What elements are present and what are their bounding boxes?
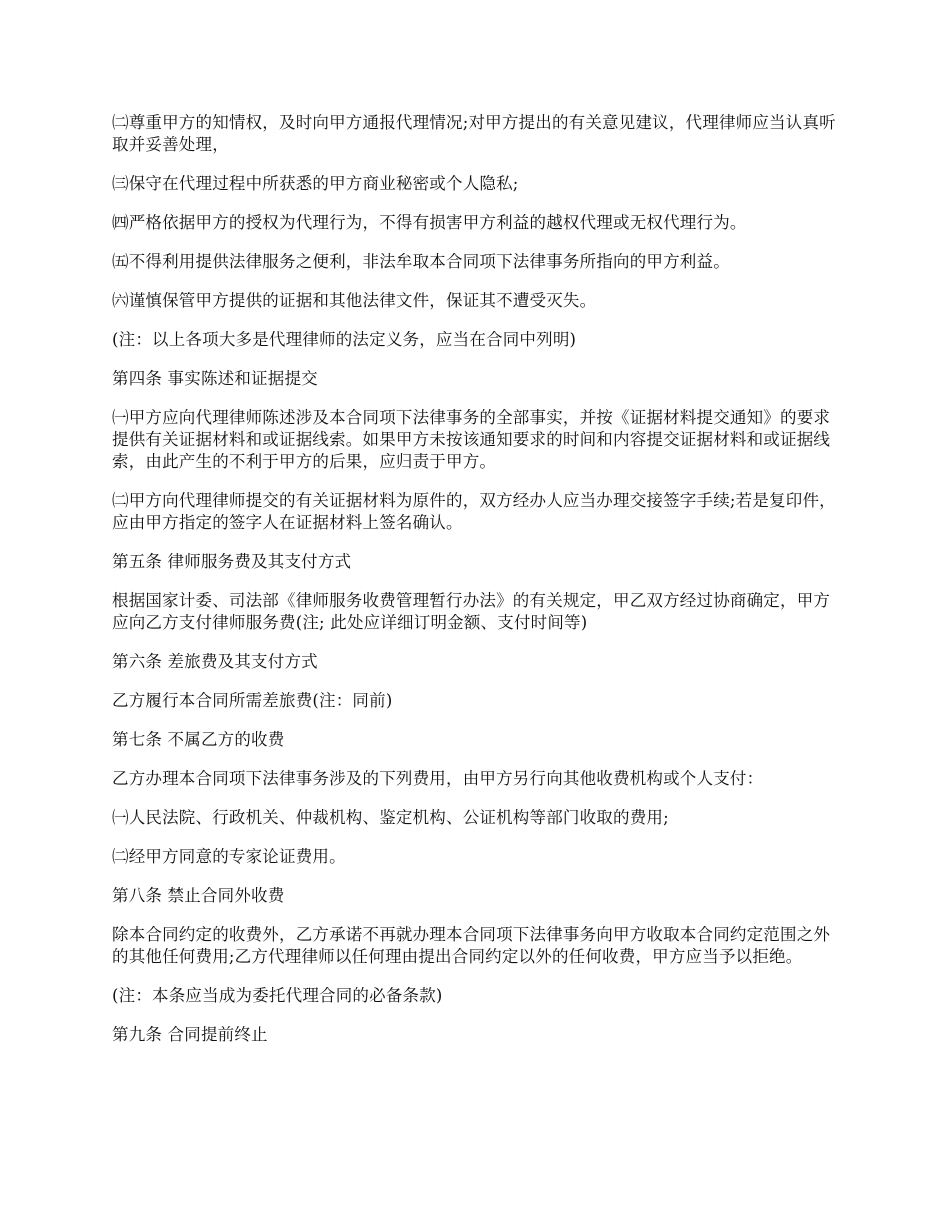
clause-duty-2: ㈡尊重甲方的知情权，及时向甲方通报代理情况;对甲方提出的有关意见建议，代理律师应当认真听取并妥善处理， xyxy=(112,113,836,154)
article-5-heading: 第五条 律师服务费及其支付方式 xyxy=(112,552,352,571)
note-article-8: (注：本条应当成为委托代理合同的必备条款) xyxy=(112,986,443,1005)
article-4-heading: 第四条 事实陈述和证据提交 xyxy=(112,369,318,388)
article-4-item-1: ㈠甲方应向代理律师陈述涉及本合同项下法律事务的全部事实，并按《证据材料提交通知》的要求提供有关证据材料和或证据线索。如果甲方未按该通知要求的时间和内容提交证据材料和或证据线索，由此产生的不利于甲方的后果，应归责于甲方。 xyxy=(112,408,831,471)
article-6-heading: 第六条 差旅费及其支付方式 xyxy=(112,652,318,671)
article-7-item-1: ㈠人民法院、行政机关、仲裁机构、鉴定机构、公证机构等部门收取的费用; xyxy=(112,808,669,827)
article-9-heading: 第九条 合同提前终止 xyxy=(112,1025,268,1044)
document-page xyxy=(112,112,842,1063)
article-7-item-2: ㈡经甲方同意的专家论证费用。 xyxy=(112,847,346,866)
article-8-body: 除本合同约定的收费外，乙方承诺不再就办理本合同项下法律事务向甲方收取本合同约定范围之外的其他任何费用;乙方代理律师以任何理由提出合同约定以外的任何收费，甲方应当予以拒绝。 xyxy=(112,925,831,966)
clause-duty-5: ㈤不得利用提供法律服务之便利，非法牟取本合同项下法律事务所指向的甲方利益。 xyxy=(112,252,730,271)
article-4-item-2: ㈡甲方向代理律师提交的有关证据材料为原件的，双方经办人应当办理交接签字手续;若是复印件，应由甲方指定的签字人在证据材料上签名确认。 xyxy=(112,491,836,532)
clause-duty-3: ㈢保守在代理过程中所获悉的甲方商业秘密或个人隐私; xyxy=(112,174,519,193)
note-duties: (注：以上各项大多是代理律师的法定义务，应当在合同中列明) xyxy=(112,330,577,349)
clause-duty-6: ㈥谨慎保管甲方提供的证据和其他法律文件，保证其不遭受灭失。 xyxy=(112,291,597,310)
article-6-body: 乙方履行本合同所需差旅费(注：同前) xyxy=(112,691,393,710)
article-7-heading: 第七条 不属乙方的收费 xyxy=(112,730,285,749)
article-7-body: 乙方办理本合同项下法律事务涉及的下列费用，由甲方另行向其他收费机构或个人支付： xyxy=(112,769,764,788)
clause-duty-4: ㈣严格依据甲方的授权为代理行为，不得有损害甲方利益的越权代理或无权代理行为。 xyxy=(112,213,747,232)
article-8-heading: 第八条 禁止合同外收费 xyxy=(112,886,285,905)
article-5-body: 根据国家计委、司法部《律师服务收费管理暂行办法》的有关规定，甲乙双方经过协商确定，甲方应向乙方支付律师服务费(注; 此处应详细订明金额、支付时间等) xyxy=(112,591,831,632)
